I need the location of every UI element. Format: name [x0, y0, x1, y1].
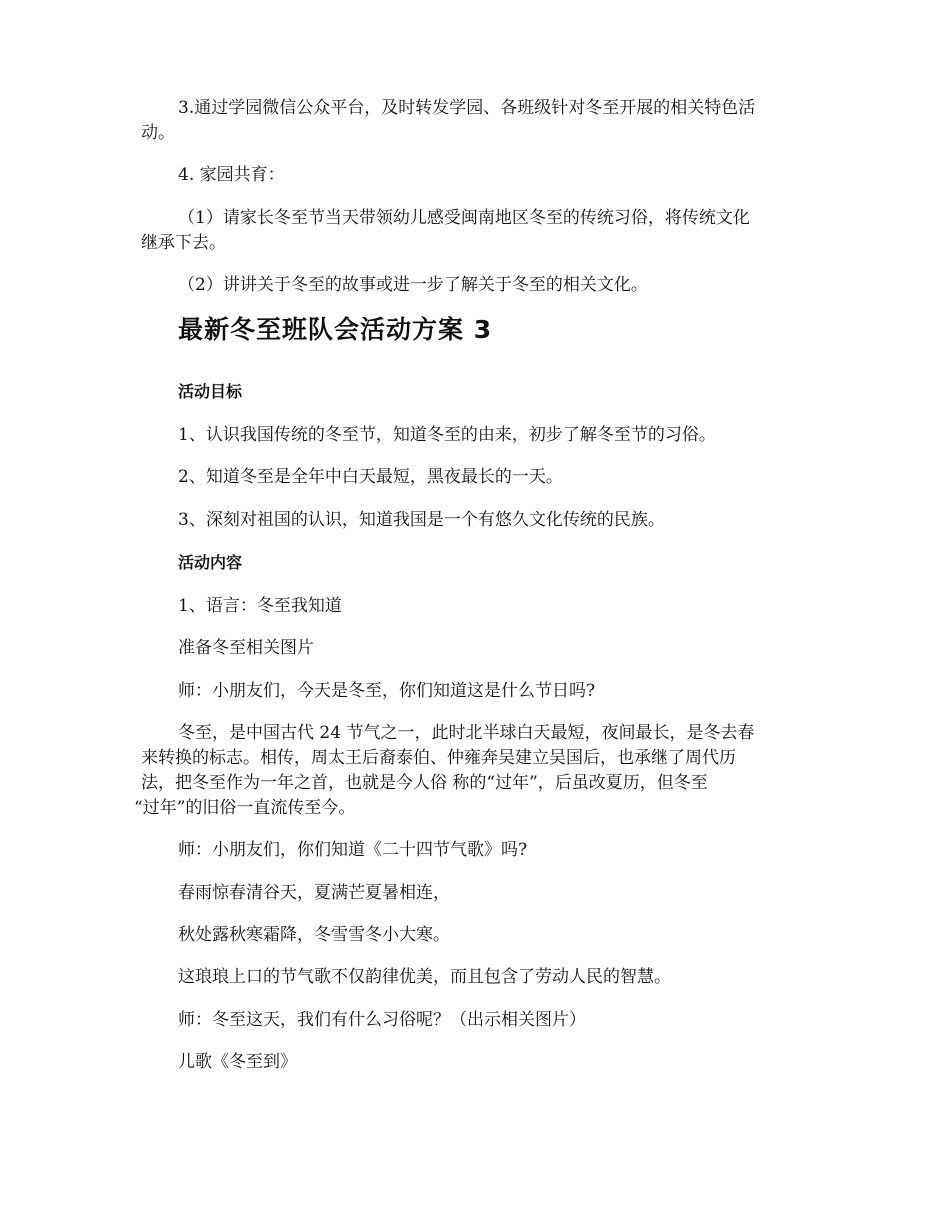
goal-item-2: 2、知道冬至是全年中白天最短，黑夜最长的一天。: [178, 467, 563, 487]
paragraph-home-school: 4. 家园共育：: [178, 165, 285, 185]
content-item-2: 准备冬至相关图片: [178, 638, 314, 658]
content-item-5: 师：小朋友们，你们知道《二十四节气歌》吗?: [178, 840, 528, 860]
content-item-10: 儿歌《冬至到》: [178, 1052, 297, 1072]
goal-item-3: 3、深刻对祖国的认识，知道我国是一个有悠久文化传统的民族。: [178, 510, 665, 530]
goal-item-1: 1、认识我国传统的冬至节，知道冬至的由来，初步了解冬至节的习俗。: [178, 425, 716, 445]
content-item-1: 1、语言：冬至我知道: [178, 596, 342, 616]
content-paragraph-winter-solstice-line2: 来转换的标志。相传，周太王后裔泰伯、仲雍奔吴建立吴国后，也承继了周代历: [141, 748, 736, 768]
poem-line-1: 春雨惊春清谷天，夏满芒夏暑相连，: [178, 883, 450, 903]
content-item-9: 师：冬至这天，我们有什么习俗呢？（出示相关图片）: [178, 1010, 586, 1030]
content-paragraph-winter-solstice-line1: 冬至，是中国古代 24 节气之一，此时北半球白天最短，夜间最长，是冬去春: [178, 723, 755, 743]
content-item-8: 这琅琅上口的节气歌不仅韵律优美，而且包含了劳动人民的智慧。: [178, 967, 671, 987]
content-subheading: 活动内容: [178, 553, 243, 572]
content-paragraph-winter-solstice-line4: “过年”的旧俗一直流传至今。: [134, 798, 356, 818]
paragraph-parents-2: （2）讲讲关于冬至的故事或进一步了解关于冬至的相关文化。: [178, 275, 648, 295]
paragraph-parents-1-line1: （1）请家长冬至节当天带领幼儿感受闽南地区冬至的传统习俗，将传统文化: [178, 208, 750, 228]
paragraph-activity-3-line2: 动。: [141, 123, 175, 143]
content-paragraph-winter-solstice-line3: 法，把冬至作为一年之首，也就是今人俗 称的“过年”，后虽改夏历，但冬至: [141, 773, 708, 793]
section-heading: 最新冬至班队会活动方案 3: [178, 315, 493, 344]
poem-line-2: 秋处露秋寒霜降，冬雪雪冬小大寒。: [178, 925, 450, 945]
paragraph-parents-1-line2: 继承下去。: [141, 233, 226, 253]
content-item-3: 师：小朋友们，今天是冬至，你们知道这是什么节日吗?: [178, 681, 596, 701]
goal-subheading: 活动目标: [178, 382, 243, 401]
paragraph-activity-3-line1: 3.通过学园微信公众平台，及时转发学园、各班级针对冬至开展的相关特色活: [178, 98, 756, 118]
